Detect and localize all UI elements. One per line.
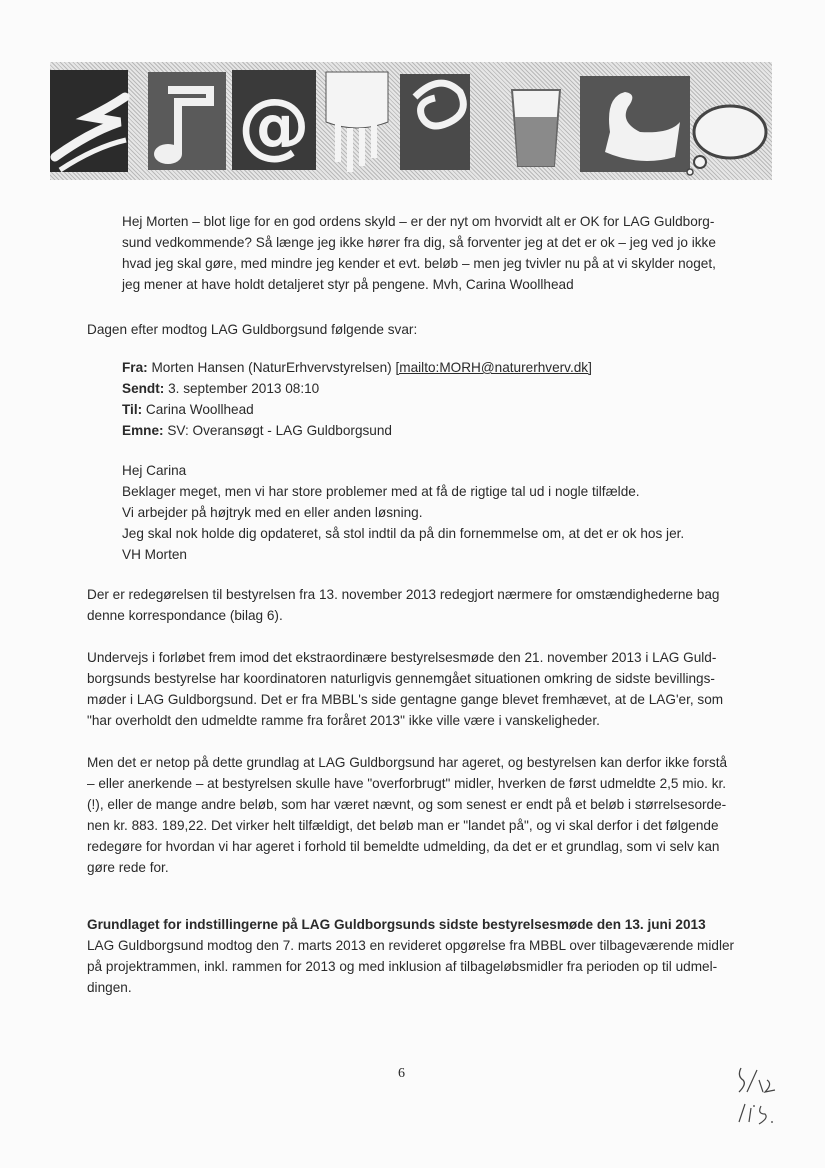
- from-value: Morten Hansen (NaturErhvervstyrelsen): [151, 360, 392, 375]
- subject-value: SV: Overansøgt - LAG Guldborgsund: [167, 423, 392, 438]
- subject-label: Emne:: [122, 423, 164, 438]
- to-label: Til:: [122, 402, 143, 417]
- email-sent-row: [122, 378, 592, 399]
- paragraph-4: [87, 935, 734, 998]
- intro-text: Dagen efter modtog LAG Guldborgsund følgende svar:: [87, 322, 418, 337]
- paragraph-3: [87, 752, 727, 878]
- paragraph-line: Men det er netop på dette grundlag at LAG Guldborgsund har ageret, og bestyrelsen kan derfor ikke forstå: [87, 755, 728, 770]
- email-body-line: Beklager meget, men vi har store problemer med at få de rigtige tal ud i nogle tilfælde.: [122, 484, 640, 499]
- at-sign-icon: [232, 70, 316, 170]
- email-body-line: Hej Carina: [122, 463, 187, 478]
- email-body-line: VH Morten: [122, 547, 187, 562]
- paragraph-line: borgsunds bestyrelse har koordinatoren naturligvis gennemgået situationen omkring de sidste bevillings-: [87, 671, 715, 686]
- quote-line: sund vedkommende? Så længe jeg ikke hører fra dig, så forventer jeg at det er ok – jeg ved jo ikke: [122, 235, 716, 250]
- swan-icon: [580, 76, 690, 172]
- to-value: Carina Woollhead: [145, 402, 254, 417]
- section-heading: Grundlaget for indstillingerne på LAG Guldborgsunds sidste bestyrelsesmøde den 13. juni 2013: [87, 917, 706, 932]
- email-subject-row: [122, 420, 592, 441]
- email-from-row: [122, 357, 592, 378]
- music-note-icon: [148, 72, 226, 170]
- paragraph-line: møder i LAG Guldborgsund. Det er fra MBBL's side gentagne gange blevet fremhævet, at de LAG'er, som: [87, 692, 724, 707]
- paragraph-line: LAG Guldborgsund modtog den 7. marts 2013 en revideret opgørelse fra MBBL over tilbageværende midler: [87, 938, 735, 953]
- sent-value: 3. september 2013 08:10: [168, 381, 320, 396]
- quote-line: hvad jeg skal gøre, med mindre jeg kender et evt. beløb – men jeg tvivler nu på at vi skylder noget,: [122, 256, 716, 271]
- paragraph-line: nen kr. 883. 189,22. Det virker helt tilfældigt, det beløb man er "landet på", og vi skal derfor i det følgende: [87, 818, 719, 833]
- svg-text:@: @: [238, 83, 310, 167]
- page-number: 6: [398, 1066, 405, 1081]
- number-six-icon: [400, 74, 470, 170]
- paragraph-line: gøre rede for.: [87, 860, 169, 875]
- from-label: Fra:: [122, 360, 148, 375]
- quoted-message: [122, 211, 716, 295]
- paragraph-line: – eller anerkende – at bestyrelsen skulle have "overforbrugt" midler, hverken de først udmeldte 2,5 mio. kr.: [87, 776, 727, 791]
- paragraph-1: [87, 584, 719, 626]
- mailto-link[interactable]: [mailto:MORH@naturerhverv.dk]: [395, 360, 592, 375]
- email-header: [122, 357, 592, 441]
- paragraph-line: på projektrammen, inkl. rammen for 2013 og med inklusion af tilbageløbsmidler fra perioden op til udmel-: [87, 959, 718, 974]
- paragraph-line: (!), eller de mange andre beløb, som har været nævnt, og som senest er endt på et beløb i størrelsesorde-: [87, 797, 727, 812]
- quote-line: Hej Morten – blot lige for en god ordens skyld – er der nyt om hvorvidt alt er OK for LAG Guldborg-: [122, 214, 715, 229]
- email-body-line: Jeg skal nok holde dig opdateret, så stol indtil da på din fornemmelse om, at det er ok hos jer.: [122, 526, 685, 541]
- paragraph-line: redegøre for hvordan vi har ageret i forhold til bemeldte udmelding, da det er et grundlag, som vi selv kan: [87, 839, 720, 854]
- sent-label: Sendt:: [122, 381, 165, 396]
- quote-line: jeg mener at have holdt detaljeret styr på pengene. Mvh, Carina Woollhead: [122, 277, 574, 292]
- header-banner: [50, 62, 772, 180]
- email-body-line: Vi arbejder på højtryk med en eller anden løsning.: [122, 505, 423, 520]
- paragraph-line: Der er redegørelsen til bestyrelsen fra 13. november 2013 redegjort nærmere for omstændighederne bag: [87, 587, 720, 602]
- paragraph-line: dingen.: [87, 980, 132, 995]
- jellyfish-icon: [326, 72, 388, 172]
- paragraph-line: Undervejs i forløbet frem imod det ekstraordinære bestyrelsesmøde den 21. november 2013 i LAG Guld-: [87, 650, 717, 665]
- glass-icon: [512, 90, 560, 166]
- email-to-row: [122, 399, 592, 420]
- road-icon: [50, 70, 128, 172]
- handwritten-initials: [733, 1062, 783, 1137]
- paragraph-line: denne korrespondance (bilag 6).: [87, 608, 283, 623]
- email-body: [122, 460, 684, 565]
- paragraph-2: [87, 647, 723, 731]
- speech-bubble-icon: [687, 106, 766, 175]
- paragraph-line: "har overholdt den udmeldte ramme fra foråret 2013" ikke ville være i vanskeligheder.: [87, 713, 600, 728]
